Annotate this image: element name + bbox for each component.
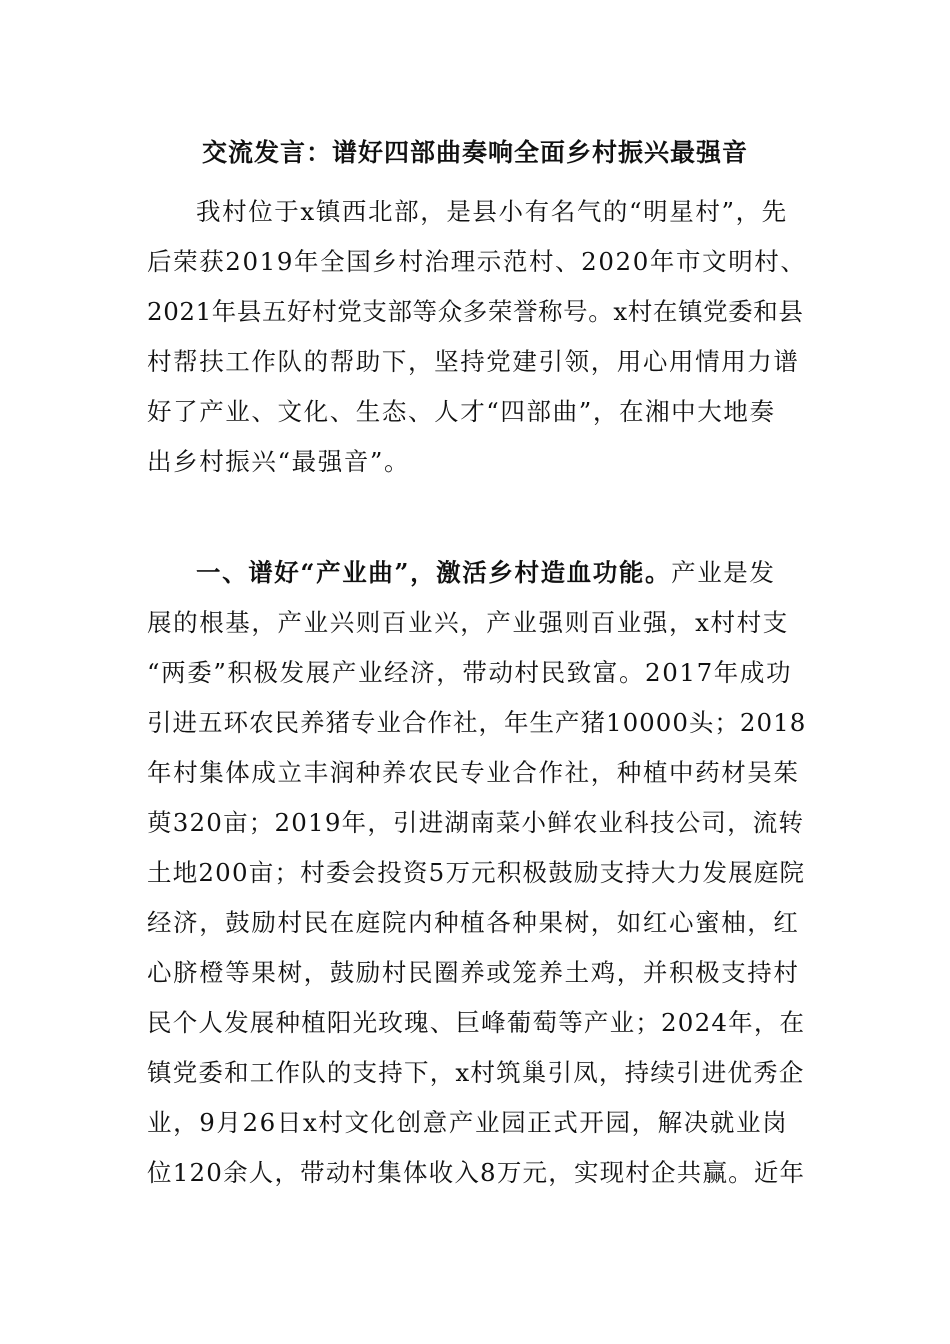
- section-line: 年村集体成立丰润种养农民专业合作社，种植中药材吴茱: [147, 758, 800, 787]
- intro-line: 我村位于x镇西北部，是县小有名气的“明星村”，先: [196, 197, 788, 226]
- section-line: 萸320亩；2019年，引进湖南菜小鲜农业科技公司，流转: [147, 808, 805, 837]
- intro-line: 2021年县五好村党支部等众多荣誉称号。x村在镇党委和县: [147, 297, 804, 326]
- section-first-line: [196, 556, 807, 590]
- document-title: 交流发言：谱好四部曲奏响全面乡村振兴最强音: [201, 138, 748, 167]
- section-line: “两委”积极发展产业经济，带动村民致富。2017年成功: [147, 658, 793, 687]
- section-line: 业，9月26日x村文化创意产业园正式开园，解决就业岗: [147, 1108, 789, 1137]
- intro-line: 出乡村振兴“最强音”。: [147, 447, 411, 476]
- section-line: 土地200亩；村委会投资5万元积极鼓励支持大力发展庭院: [147, 858, 806, 887]
- intro-line: 好了产业、文化、生态、人才“四部曲”，在湘中大地奏: [147, 397, 776, 426]
- section-line: 心脐橙等果树，鼓励村民圈养或笼养土鸡，并积极支持村: [147, 958, 800, 987]
- section-line: 展的根基，产业兴则百业兴，产业强则百业强，x村村支: [147, 608, 789, 637]
- section-line: 引进五环农民养猪专业合作社，年生产猪10000头；2018: [147, 708, 807, 737]
- section-line: 经济，鼓励村民在庭院内种植各种果树，如红心蜜柚，红: [147, 908, 800, 937]
- section-heading: 一、谱好“产业曲”，激活乡村造血功能。: [196, 558, 672, 587]
- section-line: 镇党委和工作队的支持下，x村筑巢引凤，持续引进优秀企: [147, 1058, 805, 1087]
- intro-line: 后荣获2019年全国乡村治理示范村、2020年市文明村、: [147, 247, 807, 276]
- section-line: 位120余人，带动村集体收入8万元，实现村企共赢。近年: [147, 1158, 806, 1187]
- section-line: 民个人发展种植阳光玫瑰、巨峰葡萄等产业；2024年，在: [147, 1008, 806, 1037]
- intro-line: 村帮扶工作队的帮助下，坚持党建引领，用心用情用力谱: [147, 347, 800, 376]
- section-first-line-text: 产业是发: [671, 558, 776, 587]
